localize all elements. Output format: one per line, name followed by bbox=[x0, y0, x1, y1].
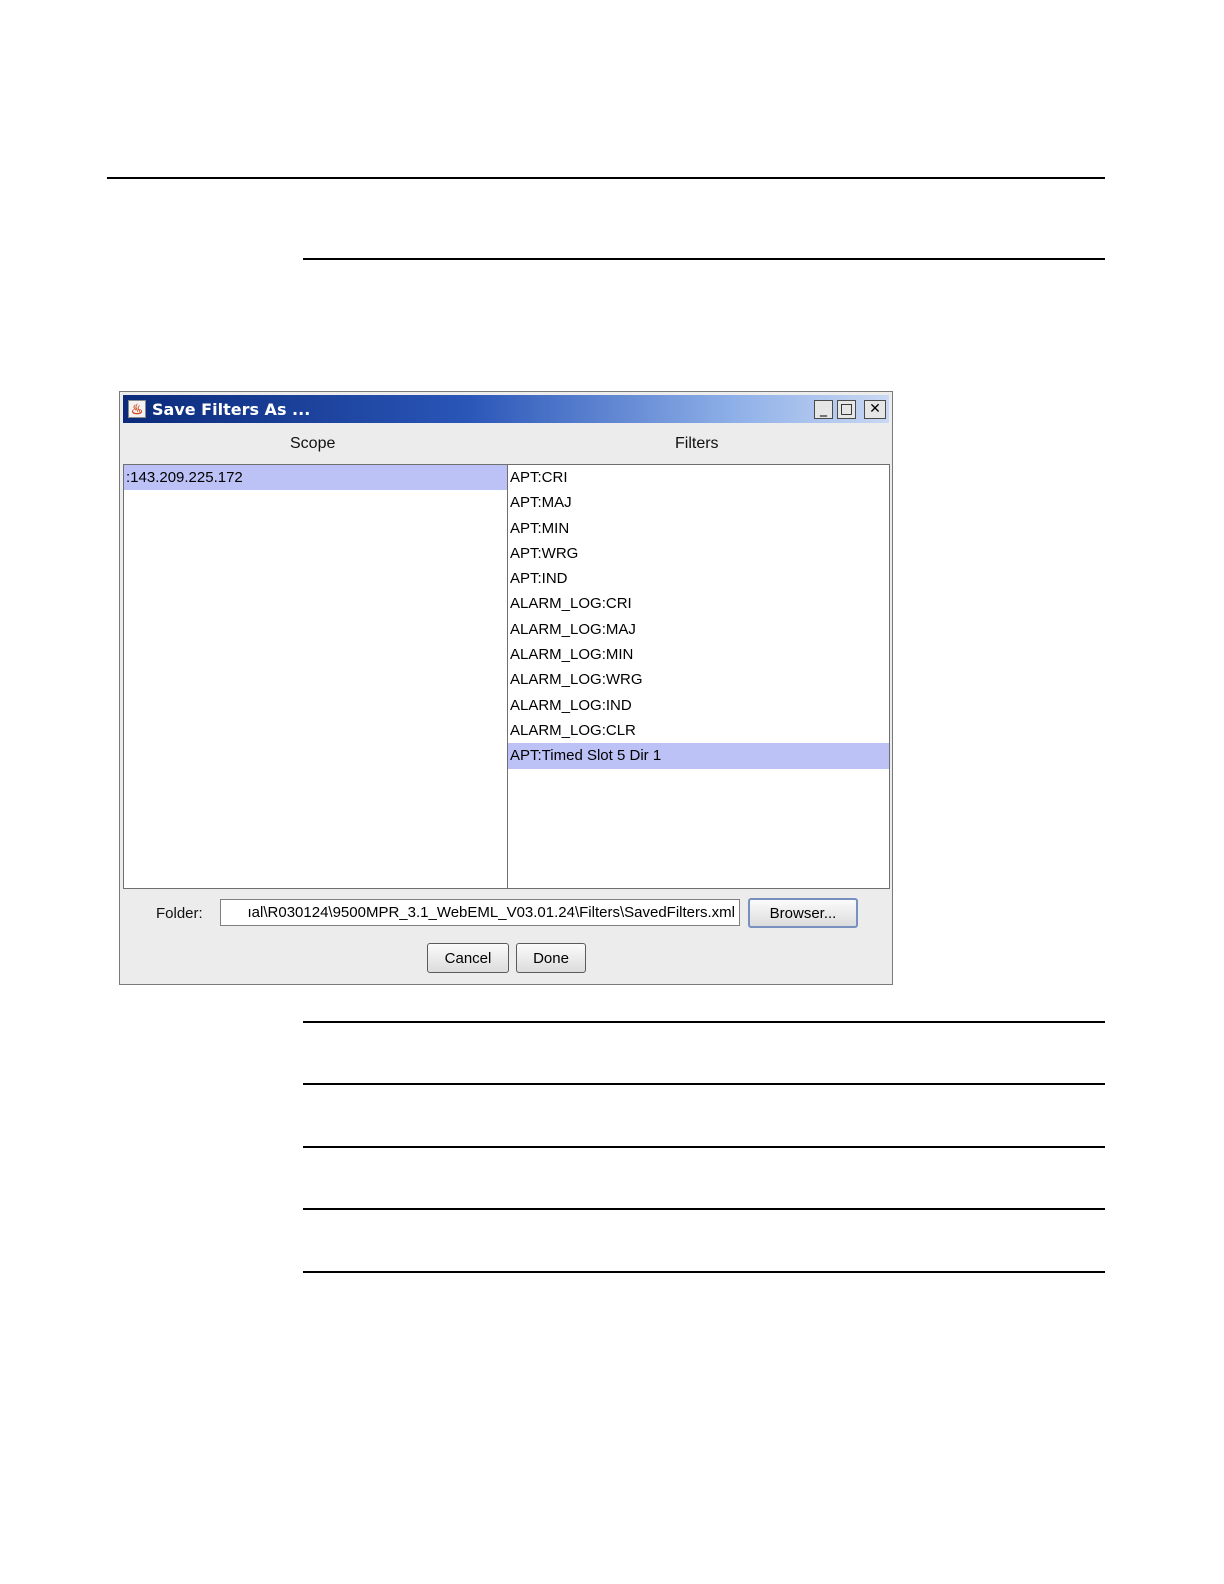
minimize-icon[interactable]: _ bbox=[814, 400, 833, 419]
title-bar[interactable] bbox=[123, 395, 889, 423]
list-item[interactable]: APT:Timed Slot 5 Dir 1 bbox=[508, 743, 889, 768]
list-item[interactable]: ALARM_LOG:CRI bbox=[510, 595, 632, 613]
folder-path-input[interactable] bbox=[220, 899, 740, 926]
list-item[interactable]: APT:IND bbox=[510, 570, 568, 588]
list-item[interactable]: ALARM_LOG:MIN bbox=[510, 646, 634, 664]
page-rule bbox=[303, 1271, 1105, 1273]
list-item[interactable]: ALARM_LOG:MAJ bbox=[510, 620, 636, 638]
page-rule-top bbox=[107, 177, 1105, 179]
list-item[interactable]: ALARM_LOG:IND bbox=[510, 696, 632, 714]
list-item[interactable]: APT:CRI bbox=[510, 469, 568, 486]
filters-column-header: Filters bbox=[675, 435, 719, 452]
scope-column-header: Scope bbox=[290, 435, 336, 452]
folder-label: Folder: bbox=[156, 905, 203, 922]
list-item[interactable]: ALARM_LOG:WRG bbox=[510, 671, 643, 689]
list-item[interactable]: ALARM_LOG:CLR bbox=[510, 721, 636, 739]
dialog-title: Save Filters As ... bbox=[152, 400, 311, 419]
browse-button[interactable]: Browser... bbox=[748, 898, 858, 928]
cancel-button[interactable]: Cancel bbox=[427, 943, 509, 973]
filters-list[interactable] bbox=[507, 464, 890, 889]
close-icon[interactable]: ✕ bbox=[864, 400, 886, 419]
page-rule bbox=[303, 258, 1105, 260]
list-item[interactable]: :143.209.225.172 bbox=[124, 465, 507, 490]
page-rule bbox=[303, 1208, 1105, 1210]
save-filters-dialog bbox=[119, 391, 893, 985]
done-button[interactable]: Done bbox=[516, 943, 586, 973]
scope-list[interactable] bbox=[123, 464, 508, 889]
list-item[interactable]: APT:WRG bbox=[510, 544, 579, 562]
java-app-icon: ♨ bbox=[128, 400, 146, 418]
page-rule bbox=[303, 1146, 1105, 1148]
list-item[interactable]: APT:MIN bbox=[510, 519, 570, 537]
page-rule bbox=[303, 1021, 1105, 1023]
list-item[interactable]: APT:MAJ bbox=[510, 494, 572, 512]
maximize-icon[interactable]: □ bbox=[837, 400, 856, 419]
page-rule bbox=[303, 1083, 1105, 1085]
